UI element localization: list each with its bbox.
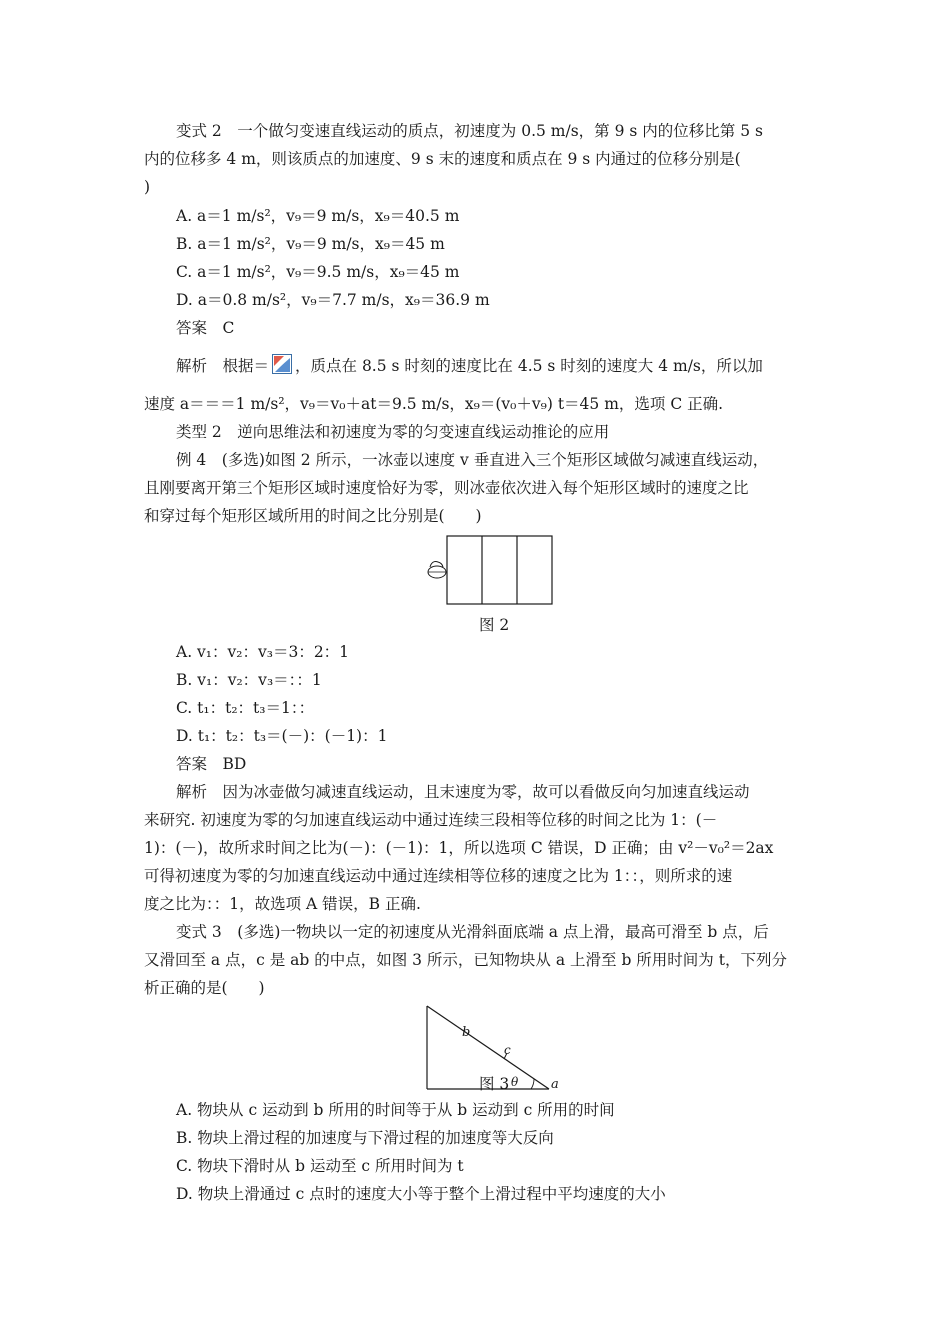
variant3-stem-line-3: 析正确的是( ): [144, 979, 265, 997]
variant2-analysis-line-1: [176, 354, 763, 376]
example4-analysis-line-4: 可得初速度为零的匀加速直线运动中通过连续相等位移的速度之比为 1：：，则所求的速: [144, 867, 733, 885]
variant2-stem-line-3: ): [144, 178, 151, 196]
example4-analysis-line-3: 1)：(－)，故所求时间之比为(－)：(－1)：1，所以选项 C 错误，D 正确；由 v²－v₀²＝2ax: [144, 839, 774, 857]
variant2-option-b: B. a＝1 m/s²，v₉＝9 m/s，x₉＝45 m: [176, 235, 445, 253]
example4-answer: 答案 BD: [176, 755, 247, 773]
variant2-answer: 答案 C: [176, 319, 235, 337]
variant2-option-c: C. a＝1 m/s²，v₉＝9.5 m/s，x₉＝45 m: [176, 263, 460, 281]
variant3-option-d: D. 物块上滑通过 c 点时的速度大小等于整个上滑过程中平均速度的大小: [176, 1185, 666, 1203]
example4-analysis-line-1: 解析 因为冰壶做匀减速直线运动，且末速度为零，故可以看做反向匀加速直线运动: [176, 783, 750, 801]
variant2-stem-line-1: 变式 2 一个做匀变速直线运动的质点，初速度为 0.5 m/s，第 9 s 内的位移比第 5 s: [176, 122, 763, 140]
variant3-stem-line-2: 又滑回至 a 点，c 是 ab 的中点，如图 3 所示，已知物块从 a 上滑至 b 所用时间为 t，下列分: [144, 951, 787, 969]
example4-stem-line-3: 和穿过每个矩形区域所用的时间之比分别是( ): [144, 507, 482, 525]
curling-stone-icon: [428, 562, 446, 578]
variant2-analysis-line-1-before: 解析 根据＝: [176, 357, 270, 375]
example4-option-b: B. v₁：v₂：v₃＝：：1: [176, 671, 322, 689]
variant2-option-d: D. a＝0.8 m/s²，v₉＝7.7 m/s，x₉＝36.9 m: [176, 291, 490, 309]
example4-stem-line-1: 例 4 (多选)如图 2 所示，一冰壶以速度 v 垂直进入三个矩形区域做匀减速直线运动，: [176, 451, 769, 469]
variant3-option-b: B. 物块上滑过程的加速度与下滑过程的加速度等大反向: [176, 1129, 554, 1147]
example4-option-c: C. t₁：t₂：t₃＝1：：: [176, 699, 315, 717]
example4-stem-line-2: 且刚要离开第三个矩形区域时速度恰好为零，则冰壶依次进入每个矩形区域时的速度之比: [144, 479, 749, 497]
formula-image-icon: [272, 354, 292, 374]
figure-3-label-theta: θ: [511, 1075, 519, 1089]
variant3-stem-line-1: 变式 3 (多选)一物块以一定的初速度从光滑斜面底端 a 点上滑，最高可滑至 b 点，后: [176, 923, 769, 941]
variant2-analysis-line-2: 速度 a＝＝＝1 m/s²，v₉＝v₀＋at＝9.5 m/s，x₉＝(v₀＋v₉) t＝45 m，选项 C 正确.: [144, 395, 724, 413]
example4-option-d: D. t₁：t₂：t₃＝(－)：(－1)：1: [176, 727, 388, 745]
variant3-option-c: C. 物块下滑时从 b 运动至 c 所用时间为 t: [176, 1157, 464, 1175]
figure-3-label-a: a: [551, 1077, 559, 1092]
figure-2-curling-rectangles: [424, 534, 560, 606]
example4-option-a: A. v₁：v₂：v₃＝3：2：1: [176, 643, 350, 661]
variant2-analysis-line-1-after: ，质点在 8.5 s 时刻的速度比在 4.5 s 时刻的速度大 4 m/s，所以加: [295, 357, 763, 375]
figure-3-label-c: c: [504, 1043, 511, 1057]
figure-3-label-b: b: [462, 1025, 471, 1040]
example4-analysis-line-5: 度之比为：：1，故选项 A 错误，B 正确.: [144, 895, 421, 913]
variant3-option-a: A. 物块从 c 运动到 b 所用的时间等于从 b 运动到 c 所用的时间: [176, 1101, 615, 1119]
figure-3-caption: 图 3: [479, 1075, 510, 1093]
type2-title: 类型 2 逆向思维法和初速度为零的匀变速直线运动推论的应用: [176, 423, 610, 441]
example4-analysis-line-2: 来研究. 初速度为零的匀加速直线运动中通过连续三段相等位移的时间之比为 1：(－: [144, 811, 718, 829]
variant2-stem-line-2: 内的位移多 4 m，则该质点的加速度、9 s 末的速度和质点在 9 s 内通过的位移分别是(: [144, 150, 741, 168]
figure-2-caption: 图 2: [479, 616, 510, 634]
variant2-option-a: A. a＝1 m/s²，v₉＝9 m/s，x₉＝40.5 m: [176, 207, 460, 225]
